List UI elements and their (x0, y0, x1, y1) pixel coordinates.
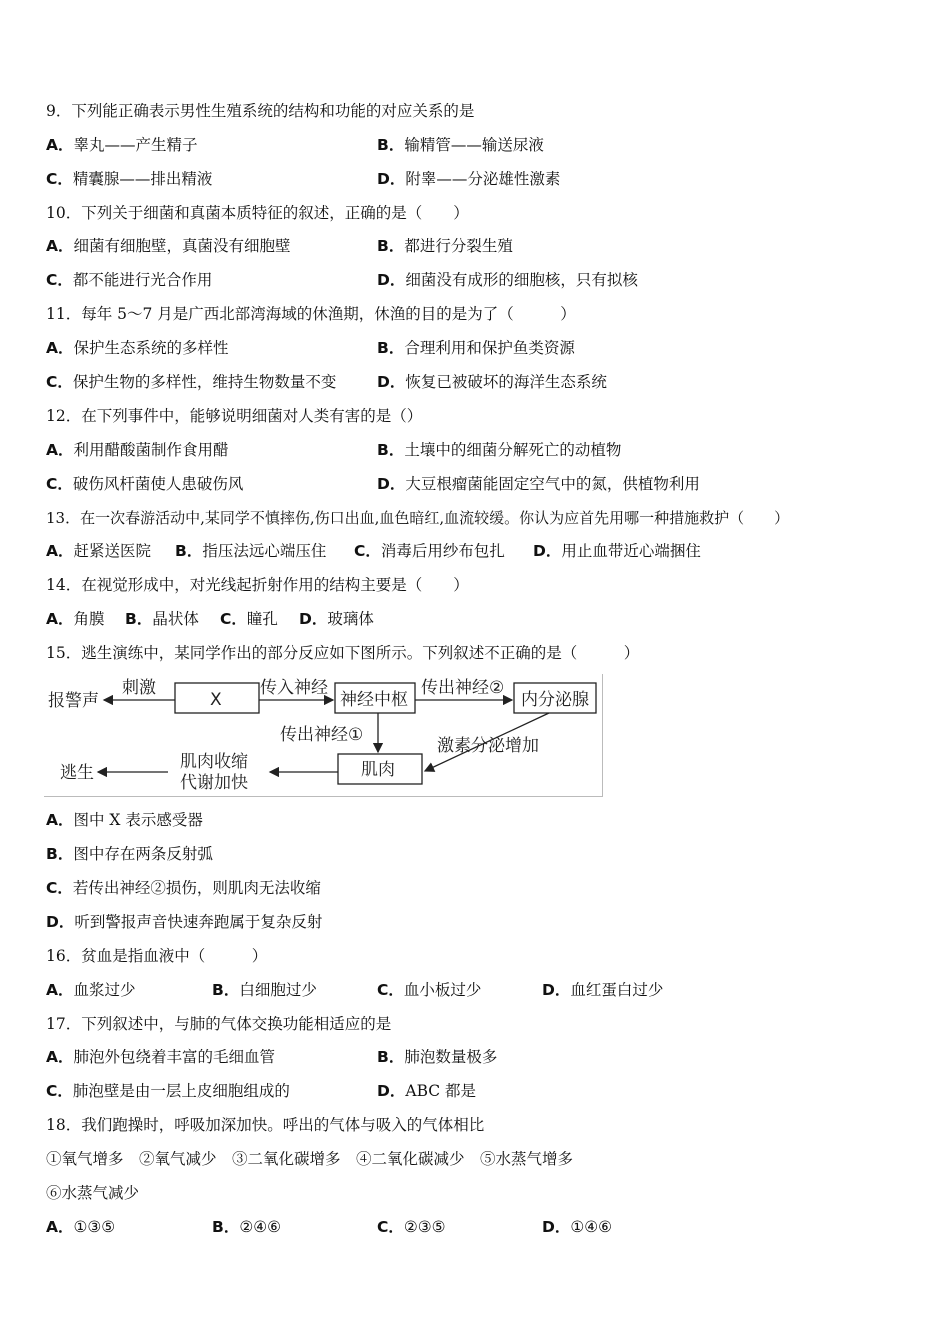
q12-option-b: B．土壤中的细菌分解死亡的动植物 (377, 441, 622, 459)
q11-stem: 11．每年 5～7 月是广西北部湾海域的休渔期，休渔的目的是为了（ ） (46, 305, 576, 323)
q18-option-b: B．②④⑥ (212, 1218, 282, 1236)
q14-option-b: B．晶状体 (125, 610, 199, 628)
afferent-label: 传入神经 (260, 678, 328, 698)
q12-option-c: C．破伤风杆菌使人患破伤风 (46, 475, 244, 493)
q16-stem: 16．贫血是指血液中（ ） (46, 947, 268, 965)
efferent2-label: 传出神经② (421, 678, 505, 698)
x-label: X (210, 690, 222, 710)
q13-option-a: A．赶紧送医院 (46, 542, 152, 560)
gland-label: 内分泌腺 (521, 690, 589, 710)
contract-label-2: 代谢加快 (180, 773, 248, 793)
q17-option-a: A．肺泡外包绕着丰富的毛细血管 (46, 1048, 276, 1066)
stimulus-label: 刺激 (122, 678, 156, 698)
q11-option-d: D．恢复已被破坏的海洋生态系统 (377, 373, 607, 391)
q16-option-a: A．血浆过少 (46, 981, 136, 999)
q14-option-c: C．瞳孔 (220, 610, 278, 628)
q15-stem: 15．逃生演练中，某同学作出的部分反应如下图所示。下列叙述不正确的是（ ） (46, 644, 640, 662)
q17-option-c: C．肺泡壁是由一层上皮细胞组成的 (46, 1082, 290, 1100)
q18-stem: 18．我们跑操时，呼吸加深加快。呼出的气体与吸入的气体相比 (46, 1116, 485, 1134)
q9-stem: 9．下列能正确表示男性生殖系统的结构和功能的对应关系的是 (46, 102, 475, 120)
alarm-label: 报警声 (48, 691, 99, 711)
muscle-label: 肌肉 (361, 760, 395, 780)
q15-option-b: B．图中存在两条反射弧 (46, 845, 213, 863)
q14-stem: 14．在视觉形成中，对光线起折射作用的结构主要是（ ） (46, 576, 469, 594)
q14-option-a: A．角膜 (46, 610, 105, 628)
efferent1-label: 传出神经① (280, 725, 364, 745)
q16-option-b: B．白细胞过少 (212, 981, 317, 999)
q18-option-a: A．①③⑤ (46, 1218, 116, 1236)
q10-option-a: A．细菌有细胞壁，真菌没有细胞壁 (46, 237, 291, 255)
q14-option-d: D．玻璃体 (299, 610, 374, 628)
q10-stem: 10．下列关于细菌和真菌本质特征的叙述，正确的是（ ） (46, 204, 469, 222)
q18-items-line1: ①氧气增多 ②氧气减少 ③二氧化碳增多 ④二氧化碳减少 ⑤水蒸气增多 (46, 1150, 574, 1168)
hormone-label: 激素分泌增加 (437, 736, 539, 756)
q9-option-b: B．输精管——输送尿液 (377, 136, 544, 154)
q9-option-d: D．附睾——分泌雄性激素 (377, 170, 561, 188)
q11-option-a: A．保护生态系统的多样性 (46, 339, 229, 357)
q17-option-b: B．肺泡数量极多 (377, 1048, 498, 1066)
q16-option-d: D．血红蛋白过少 (542, 981, 664, 999)
q9-option-c: C．精囊腺——排出精液 (46, 170, 213, 188)
q15-option-c: C．若传出神经②损伤，则肌肉无法收缩 (46, 879, 321, 897)
contract-label-1: 肌肉收缩 (180, 752, 248, 772)
q15-option-d: D．听到警报声音快速奔跑属于复杂反射 (46, 913, 323, 931)
q13-option-d: D．用止血带近心端捆住 (533, 542, 701, 560)
q11-option-c: C．保护生物的多样性，维持生物数量不变 (46, 373, 337, 391)
q13-option-b: B．指压法远心端压住 (175, 542, 327, 560)
q16-option-c: C．血小板过少 (377, 981, 482, 999)
q10-option-c: C．都不能进行光合作用 (46, 271, 213, 289)
q10-option-b: B．都进行分裂生殖 (377, 237, 513, 255)
q12-option-d: D．大豆根瘤菌能固定空气中的氮，供植物利用 (377, 475, 700, 493)
q12-stem: 12．在下列事件中，能够说明细菌对人类有害的是（） (46, 407, 423, 425)
q11-option-b: B．合理利用和保护鱼类资源 (377, 339, 575, 357)
q12-option-a: A．利用醋酸菌制作食用醋 (46, 441, 229, 459)
q18-option-c: C．②③⑤ (377, 1218, 446, 1236)
q10-option-d: D．细菌没有成形的细胞核，只有拟核 (377, 271, 638, 289)
q18-option-d: D．①④⑥ (542, 1218, 613, 1236)
q17-stem: 17．下列叙述中，与肺的气体交换功能相适应的是 (46, 1015, 392, 1033)
q13-option-c: C．消毒后用纱布包扎 (354, 542, 505, 560)
q13-stem: 13．在一次春游活动中,某同学不慎摔伤,伤口出血,血色暗红,血流较缓。你认为应首先用哪一种措施救护（ ） (46, 509, 790, 527)
center-label: 神经中枢 (340, 690, 408, 710)
escape-label: 逃生 (60, 763, 94, 783)
q17-option-d: D．ABC 都是 (377, 1082, 477, 1100)
q9-option-a: A．睾丸——产生精子 (46, 136, 198, 154)
reflex-diagram (44, 674, 603, 797)
q18-items-line2: ⑥水蒸气减少 (46, 1184, 140, 1202)
q15-option-a: A．图中 X 表示感受器 (46, 811, 203, 829)
